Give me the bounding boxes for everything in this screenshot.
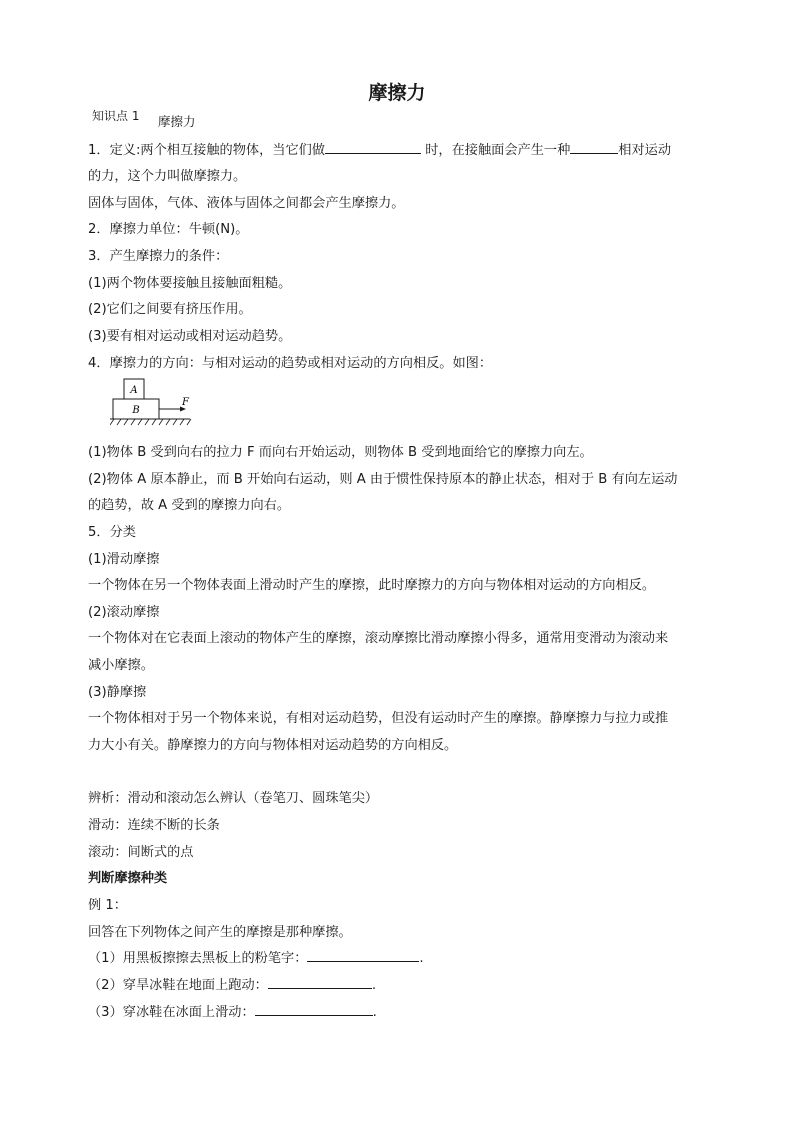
- example-item: [88, 974, 376, 993]
- example-item-text: （2）穿旱冰鞋在地面上跑动：: [88, 978, 268, 993]
- example-section-heading: 判断摩擦种类: [88, 871, 168, 886]
- example-item-text: （3）穿冰鞋在冰面上滑动：: [88, 1005, 255, 1020]
- definition-part1: 1．定义:两个相互接触的物体，当它们做: [88, 143, 326, 158]
- classification-heading: 5．分类: [88, 525, 136, 540]
- knowledge-point-label: 知识点 1: [92, 109, 140, 123]
- static-text-cont: 力大小有关。静摩擦力的方向与物体相对运动趋势的方向相反。: [88, 738, 458, 753]
- solid-note: 固体与固体，气体、液体与固体之间都会产生摩擦力。: [88, 196, 405, 211]
- direction-heading: 4．摩擦力的方向：与相对运动的趋势或相对运动的方向相反。如图：: [88, 356, 493, 371]
- end-mark: .: [419, 951, 424, 966]
- definition-line-2: 的力，这个力叫做摩擦力。: [88, 169, 247, 184]
- direction-note-2-cont: 的趋势，故 A 受到的摩擦力向右。: [88, 498, 291, 513]
- block-b-label: B: [132, 405, 140, 416]
- condition-item: (1)两个物体要接触且接触面粗糙。: [88, 276, 292, 291]
- example-item-text: （1）用黑板擦擦去黑板上的粉笔字：: [88, 951, 308, 966]
- example-question: 回答在下列物体之间产生的摩擦是那种摩擦。: [88, 925, 352, 940]
- definition-part2: 时，在接触面会产生一种: [425, 143, 571, 158]
- answer-blank[interactable]: [255, 1003, 373, 1016]
- knowledge-point-topic: 摩擦力: [158, 114, 196, 129]
- static-title: (3)静摩擦: [88, 685, 147, 700]
- analysis-rolling: 滚动：间断式的点: [88, 845, 194, 860]
- sliding-title: (1)滑动摩擦: [88, 552, 160, 567]
- direction-note-2: (2)物体 A 原本静止，而 B 开始向右运动，则 A 由于惯性保持原本的静止状态，相对于 B 有向左运动: [88, 472, 678, 487]
- end-mark: .: [372, 1005, 377, 1020]
- condition-item: (2)它们之间要有挤压作用。: [88, 302, 252, 317]
- blank-line[interactable]: [325, 141, 421, 154]
- definition-part3: 相对运动: [618, 143, 672, 158]
- condition-item: (3)要有相对运动或相对运动趋势。: [88, 329, 292, 344]
- example-item: [88, 1001, 377, 1020]
- ground-hatching: [110, 419, 191, 425]
- answer-blank[interactable]: [307, 949, 419, 962]
- block-a-label: A: [130, 385, 138, 396]
- analysis-line: 辨析：滑动和滚动怎么辨认（卷笔刀、圆珠笔尖）: [88, 791, 379, 806]
- definition-line: [88, 139, 671, 158]
- page-title: 摩擦力: [368, 82, 426, 104]
- sliding-text: 一个物体在另一个物体表面上滑动时产生的摩擦，此时摩擦力的方向与物体相对运动的方向相反。: [88, 578, 656, 593]
- conditions-heading: 3．产生摩擦力的条件：: [88, 249, 229, 264]
- force-label: F: [182, 397, 189, 408]
- direction-note-1: (1)物体 B 受到向右的拉力 F 而向右开始运动，则物体 B 受到地面给它的摩擦力向左。: [88, 445, 593, 460]
- force-diagram: [110, 374, 192, 428]
- blank-line[interactable]: [570, 141, 618, 154]
- answer-blank[interactable]: [268, 976, 372, 989]
- rolling-title: (2)滚动摩擦: [88, 605, 160, 620]
- static-text: 一个物体相对于另一个物体来说，有相对运动趋势，但没有运动时产生的摩擦。静摩擦力与拉力或推: [88, 711, 669, 726]
- rolling-text-cont: 减小摩擦。: [88, 658, 154, 673]
- example-label: 例 1：: [88, 898, 127, 913]
- example-item: [88, 947, 424, 966]
- end-mark: .: [371, 978, 377, 993]
- unit-line: 2．摩擦力单位：牛顿(N)。: [88, 222, 249, 237]
- analysis-sliding: 滑动：连续不断的长条: [88, 818, 220, 833]
- rolling-text: 一个物体对在它表面上滚动的物体产生的摩擦，滚动摩擦比滑动摩擦小得多，通常用变滑动为滚动来: [88, 631, 669, 646]
